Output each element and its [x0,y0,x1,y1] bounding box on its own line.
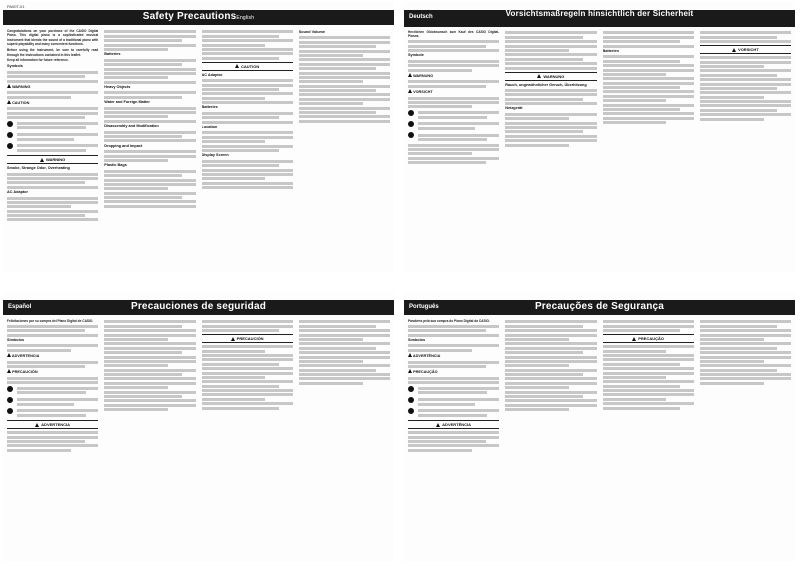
column-2 [505,30,596,268]
language-label-portuguese: Português [409,304,439,310]
caution-heading: VORSICHT [408,89,499,95]
caution-triangle-icon [7,100,11,104]
caution-bar: PRECAUÇÃO [603,334,694,343]
warning-triangle-icon [35,423,39,427]
caution-bar: VORSICHT [700,45,791,54]
unplug-icon [7,408,13,414]
ac-adaptor-heading-2: AC Adaptor [201,72,223,77]
column-4 [700,30,791,268]
ac-adaptor-heading: AC Adaptor [7,190,28,195]
caution-triangle-icon [408,369,412,373]
caution-triangle-icon [732,48,736,52]
warning-triangle-icon [7,84,11,88]
banner-spanish [3,300,394,315]
column-4 [299,319,390,558]
prohibited-icon [7,121,13,127]
caution-bar: PRECAUCIÓN [202,334,293,343]
unplug-icon [7,143,13,149]
caution-triangle-icon [408,89,412,93]
warning-heading: ADVERTÊNCIA [408,353,499,359]
heavy-heading: Heavy Objects [104,85,131,90]
smoke-heading: Smoke, Strange Odor, Overheating [7,166,70,171]
bullet-read: Before using the instrument, be sure to carefully read through the instructions contained in this leaflet. [7,48,99,57]
panel-title-spanish: Precauciones de seguridad [130,301,267,312]
caution-triangle-icon [231,337,235,341]
water-heading: Water and Foreign Matter [104,100,150,105]
warning-heading: WARNUNG [408,73,499,79]
intro-text: Felicitaciones por su compra del Piano Digital de CASIO. [7,319,94,323]
warning-bar: WARNUNG [505,72,596,81]
symbols-heading: Symbols [7,64,23,69]
banner-portuguese [404,300,795,315]
caution-heading: CAUTION [7,100,98,106]
column-2 [104,29,195,268]
netz-heading: Netzgerät [505,106,523,111]
caution-triangle-icon [632,337,636,341]
mandatory-icon [408,397,414,403]
caution-heading: PRECAUCIÓN [7,369,98,375]
intro-text: Parabéns pela sua compra do Piano Digital da CASIO. [408,319,490,323]
column-2 [505,319,596,558]
disassembly-heading: Disassembly and Modification [104,124,159,129]
location-heading: Location [201,125,218,130]
batterien-heading: Batterien [602,48,619,53]
warning-heading: ADVERTENCIA [7,353,98,359]
panel-title-portuguese: Precauções de Segurança [534,301,665,312]
symbols-heading: Símbolos [408,338,426,343]
prohibited-icon [408,386,414,392]
column-1 [408,319,499,558]
sound-heading: Sound Volume [298,30,326,34]
column-4 [299,29,390,268]
unplug-icon [408,408,414,414]
smoke-heading: Rauch, ungewöhnlicher Geruch, Überhitzung [505,82,587,87]
column-4 [700,319,791,558]
column-2 [104,319,195,558]
warning-bar: WARNING [7,155,98,164]
warning-triangle-icon [40,158,44,162]
intro-text: Congratulations on your purchase of the CASIO Digital Piano. This digital piano is a sophisticated musical instrument that blends the sound of a traditional piano with superb playability and many convenient functions. [7,29,99,47]
column-3 [603,30,694,268]
caution-heading: PRECAUÇÃO [408,369,499,375]
caution-triangle-icon [235,64,239,68]
mandatory-icon [7,132,13,138]
prohibited-icon [7,386,13,392]
panel-german [404,2,795,272]
panel-spanish [3,292,394,562]
batteries-heading: Batteries [104,52,121,57]
bullet-keep: Keep all information for future reference. [7,58,69,63]
dropping-heading: Dropping and Impact [104,143,143,148]
caution-triangle-icon [7,369,11,373]
caution-bar: CAUTION [202,62,293,71]
column-1 [7,29,98,268]
warning-triangle-icon [537,74,541,78]
symbols-heading: Symbole [408,53,424,58]
warning-triangle-icon [7,353,11,357]
warning-bar: ADVERTÊNCIA [408,420,499,429]
symbols-heading: Símbolos [7,338,25,343]
intro-text: Herzlichen Glückwunsch zum Kauf des CASIO Digital-Pianos. [408,30,500,39]
mandatory-icon [408,121,414,127]
document-code: PA00T-01 [7,4,25,9]
warning-heading: WARNING [7,84,98,90]
banner-english [3,10,394,25]
batteries-heading-2: Batteries [201,105,218,110]
warning-triangle-icon [436,423,440,427]
panel-title-english: Safety PrecautionsEnglish [142,11,255,22]
language-label-spanish: Español [8,304,32,310]
panel-english [3,2,394,272]
mandatory-icon [7,397,13,403]
prohibited-icon [408,110,414,116]
column-3 [603,319,694,558]
column-1 [408,30,499,268]
warning-bar: ADVERTENCIA [7,420,98,429]
panel-portuguese [404,292,795,562]
column-3 [202,319,293,558]
plastic-heading: Plastic Bags [104,163,127,168]
panel-title-german: Vorsichtsmaßregeln hinsichtlich der Sicherheit [505,9,694,18]
banner-german [404,10,795,27]
unplug-icon [408,132,414,138]
warning-triangle-icon [408,353,412,357]
display-heading: Display Screen [201,153,229,158]
column-3 [202,29,293,268]
language-label-german: Deutsch [409,14,433,20]
column-1 [7,319,98,558]
warning-triangle-icon [408,73,412,77]
